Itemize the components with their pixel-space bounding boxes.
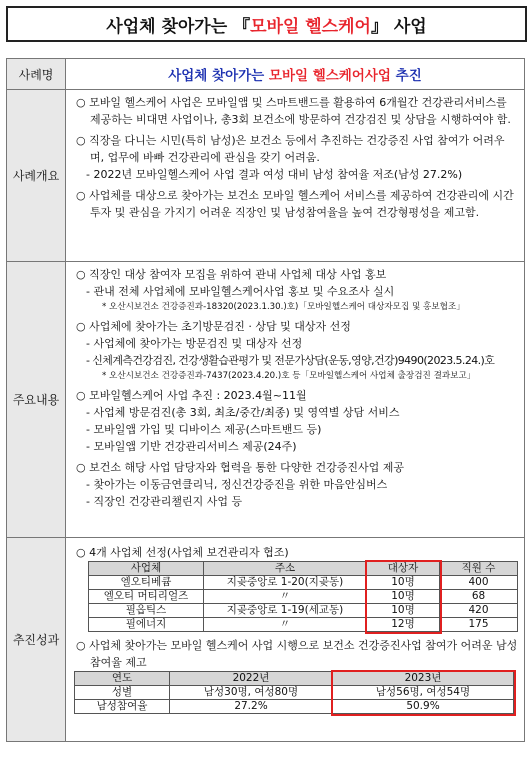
participants-cell: 10명	[367, 576, 440, 590]
main-row	[7, 262, 525, 538]
result-content	[66, 538, 525, 742]
main-content	[66, 262, 525, 538]
result-bullet-1: ○ 4개 사업체 선정(사업체 보건관리자 협조)	[76, 546, 289, 559]
table-row	[75, 700, 514, 714]
company-cell: 필에너지	[89, 618, 204, 632]
value-2022-cell: 27.2%	[170, 700, 333, 714]
year-2023-header-cell: 2023년	[333, 672, 514, 686]
employees-cell: 420	[440, 604, 518, 618]
page-title	[6, 6, 527, 42]
value-2023-cell: 50.9%	[333, 700, 514, 714]
main-bullet-3-dash-1: - 사업체 방문검진(총 3회, 최초/중간/최종) 및 영역별 상담 서비스	[86, 406, 400, 419]
overview-bullet-3: ○ 사업체를 대상으로 찾아가는 보건소 모바일 헬스케어 서비스를 제공하여 건강관리에 시간 투자 및 관심을 가지기 어려운 직장인 및 남성참여율을 높여 건강형평성을 제고함.	[76, 189, 514, 219]
main-bullet-4-dash-1: - 찾아가는 이동금연클리닉, 정신건강증진을 위한 마음안심버스	[86, 478, 388, 491]
title-prefix: 사업체 찾아가는 『	[106, 16, 251, 37]
address-cell: 〃	[204, 618, 367, 632]
table-row	[89, 604, 518, 618]
case-title-suffix: 추진	[390, 68, 422, 84]
overview-bullet-2: ○ 직장을 다니는 시민(특히 남성)은 보건소 등에서 추진하는 건강증진 사업 참여가 어려우며, 업무에 바빠 건강관리에 관심을 갖기 어려움.	[76, 134, 505, 164]
employees-cell: 175	[440, 618, 518, 632]
overview-row	[7, 90, 525, 262]
main-bullet-1: ○ 직장인 대상 참여자 모집을 위하여 관내 사업체 대상 사업 홍보	[76, 268, 387, 281]
company-header-cell: 사업체	[89, 562, 204, 576]
value-2022-cell: 남성30명, 여성80명	[170, 686, 333, 700]
year-header-cell: 연도	[75, 672, 170, 686]
main-bullet-3: ○ 모바일헬스케어 사업 추진 : 2023.4월~11월	[76, 389, 307, 402]
case-name-label: 사례명	[7, 59, 66, 90]
participants-header-cell: 대상자	[367, 562, 440, 576]
metric-cell: 성별	[75, 686, 170, 700]
case-title-prefix: 사업체 찾아가는	[168, 68, 269, 84]
company-table-header	[89, 562, 518, 576]
overview-dash-1: - 2022년 모바일헬스케어 사업 결과 여성 대비 남성 참여율 저조(남성 27.2%)	[86, 168, 463, 181]
main-bullet-1-note: * 오산시보건소 건강증진과-18320(2023.1.30.)호)「모바일헬스케어 대상자모집 및 홍보협조」	[102, 302, 465, 312]
result-bullet-2: ○ 사업체 찾아가는 모바일 헬스케어 사업 시행으로 보건소 건강증진사업 참여가 어려운 남성 참여율 제고	[76, 639, 518, 669]
employees-cell: 400	[440, 576, 518, 590]
address-header-cell: 주소	[204, 562, 367, 576]
employees-header-cell: 직원 수	[440, 562, 518, 576]
table-row	[89, 576, 518, 590]
main-bullet-4-dash-2: - 직장인 건강관리챌린지 사업 등	[86, 495, 243, 508]
main-bullet-4: ○ 보건소 해당 사업 담당자와 협력을 통한 다양한 건강증진사업 제공	[76, 461, 404, 474]
participants-cell: 10명	[367, 604, 440, 618]
case-name-row	[7, 59, 525, 90]
case-table	[6, 58, 525, 742]
main-bullet-2: ○ 사업체에 찾아가는 초기방문검진 · 상담 및 대상자 선정	[76, 320, 351, 333]
participants-cell: 10명	[367, 590, 440, 604]
participants-cell: 12명	[367, 618, 440, 632]
employees-cell: 68	[440, 590, 518, 604]
main-bullet-2-note: * 오산시보건소 건강증진과-7437(2023.4.20.)호 등「모바일헬스케어 사업체 출장검진 결과보고」	[102, 371, 476, 381]
main-bullet-3-dash-2: - 모바일앱 가입 및 디바이스 제공(스마트밴드 등)	[86, 423, 322, 436]
main-bullet-2-dash-2: - 신체계측건강검진, 건강생활습관평가 및 전문가상담(운동,영양,건강)9490(2023.5.24.)호	[86, 354, 495, 367]
table-row	[89, 618, 518, 632]
main-label: 주요내용	[7, 262, 66, 538]
overview-label: 사례개요	[7, 90, 66, 262]
table-row	[89, 590, 518, 604]
table-row	[75, 686, 514, 700]
address-cell: 지곶중앙로 1-19(세교동)	[204, 604, 367, 618]
case-name-value	[66, 59, 525, 90]
year-2022-header-cell: 2022년	[170, 672, 333, 686]
value-2023-cell: 남성56명, 여성54명	[333, 686, 514, 700]
overview-content	[66, 90, 525, 262]
case-title-highlight: 모바일 헬스케어사업	[268, 68, 391, 84]
address-cell: 지곶중앙로 1-20(지곶동)	[204, 576, 367, 590]
metric-cell: 남성참여율	[75, 700, 170, 714]
company-cell: 필옵틱스	[89, 604, 204, 618]
result-label: 추진성과	[7, 538, 66, 742]
company-cell: 엘오티베큠	[89, 576, 204, 590]
overview-bullet-1: ○ 모바일 헬스케어 사업은 모바일앱 및 스마트밴드를 활용하여 6개월간 건강관리서비스를 제공하는 비대면 사업이나, 총3회 보건소에 방문하여 건강검진 및 상담을 시행하여야 함.	[76, 96, 511, 126]
main-bullet-2-dash-1: - 사업체에 찾아가는 방문검진 및 대상자 선정	[86, 337, 303, 350]
participation-table-header	[75, 672, 514, 686]
participation-table	[74, 671, 514, 714]
address-cell: 〃	[204, 590, 367, 604]
result-row	[7, 538, 525, 742]
company-table	[88, 561, 518, 632]
main-bullet-3-dash-3: - 모바일앱 기반 건강관리서비스 제공(24주)	[86, 440, 297, 453]
company-cell: 엘오티 머티리얼즈	[89, 590, 204, 604]
title-suffix: 』 사업	[370, 16, 427, 37]
title-highlight: 모바일 헬스케어	[250, 16, 371, 37]
main-bullet-1-dash-1: - 관내 전체 사업체에 모바일헬스케어사업 홍보 및 수요조사 실시	[86, 285, 395, 298]
